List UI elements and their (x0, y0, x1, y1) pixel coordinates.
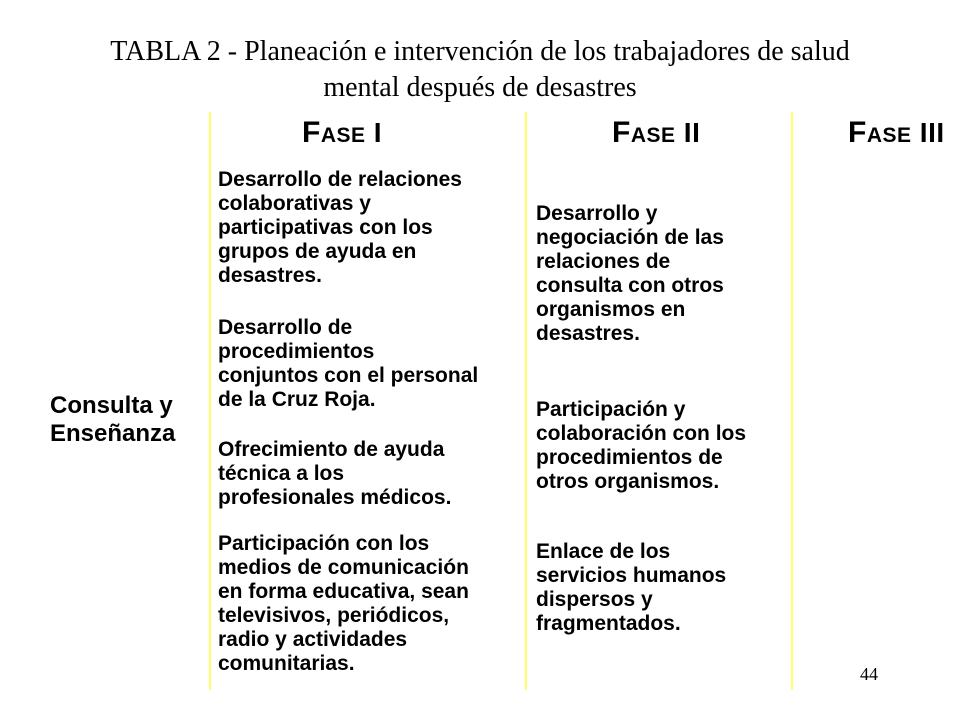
phase-3-initial: F (848, 116, 867, 149)
phase-1-header (302, 115, 382, 154)
phase-1-initial: F (302, 116, 321, 149)
title-line-2: mental después de desastres (323, 72, 637, 103)
page-number: 44 (860, 664, 878, 684)
phase-3-numeral: III (919, 117, 945, 148)
phase-1-item: Ofrecimiento de ayuda técnica a los profesionales médicos. (218, 438, 452, 509)
phase-1-item: Desarrollo de relaciones colaborativas y participativas con los grupos de ayuda en desastres. (218, 168, 462, 287)
phase-2-header (612, 115, 700, 154)
phase-2-item: Participación y colaboración con los procedimientos de otros organismos. (536, 398, 747, 493)
page-title (0, 34, 960, 106)
phase-2-initial: F (612, 116, 631, 149)
title-line-1: TABLA 2 - Planeación e intervención de los trabajadores de salud (110, 36, 850, 67)
phase-1-rest: ASE (320, 124, 366, 147)
column-divider-3 (791, 112, 793, 690)
phase-3-header (848, 115, 945, 154)
phase-1-item: Desarrollo de procedimientos conjuntos con el personal de la Cruz Roja. (218, 316, 479, 411)
phase-3-rest: ASE (866, 124, 912, 147)
phase-2-item: Enlace de los servicios humanos dispersos y fragmentados. (536, 540, 727, 635)
phase-1-item: Participación con los medios de comunicación en forma educativa, sean televisivos, periódicos, radio y actividades comunitarias. (218, 532, 469, 675)
phase-1-numeral: I (373, 117, 383, 148)
phase-2-item: Desarrollo y negociación de las relaciones de consulta con otros organismos en desastres. (536, 202, 724, 345)
row-label-consulta-ensenanza: Consulta y Enseñanza (50, 392, 176, 447)
column-divider-1 (209, 112, 211, 690)
column-divider-2 (525, 112, 527, 690)
phase-2-rest: ASE (630, 124, 676, 147)
phase-2-numeral: II (683, 117, 701, 148)
